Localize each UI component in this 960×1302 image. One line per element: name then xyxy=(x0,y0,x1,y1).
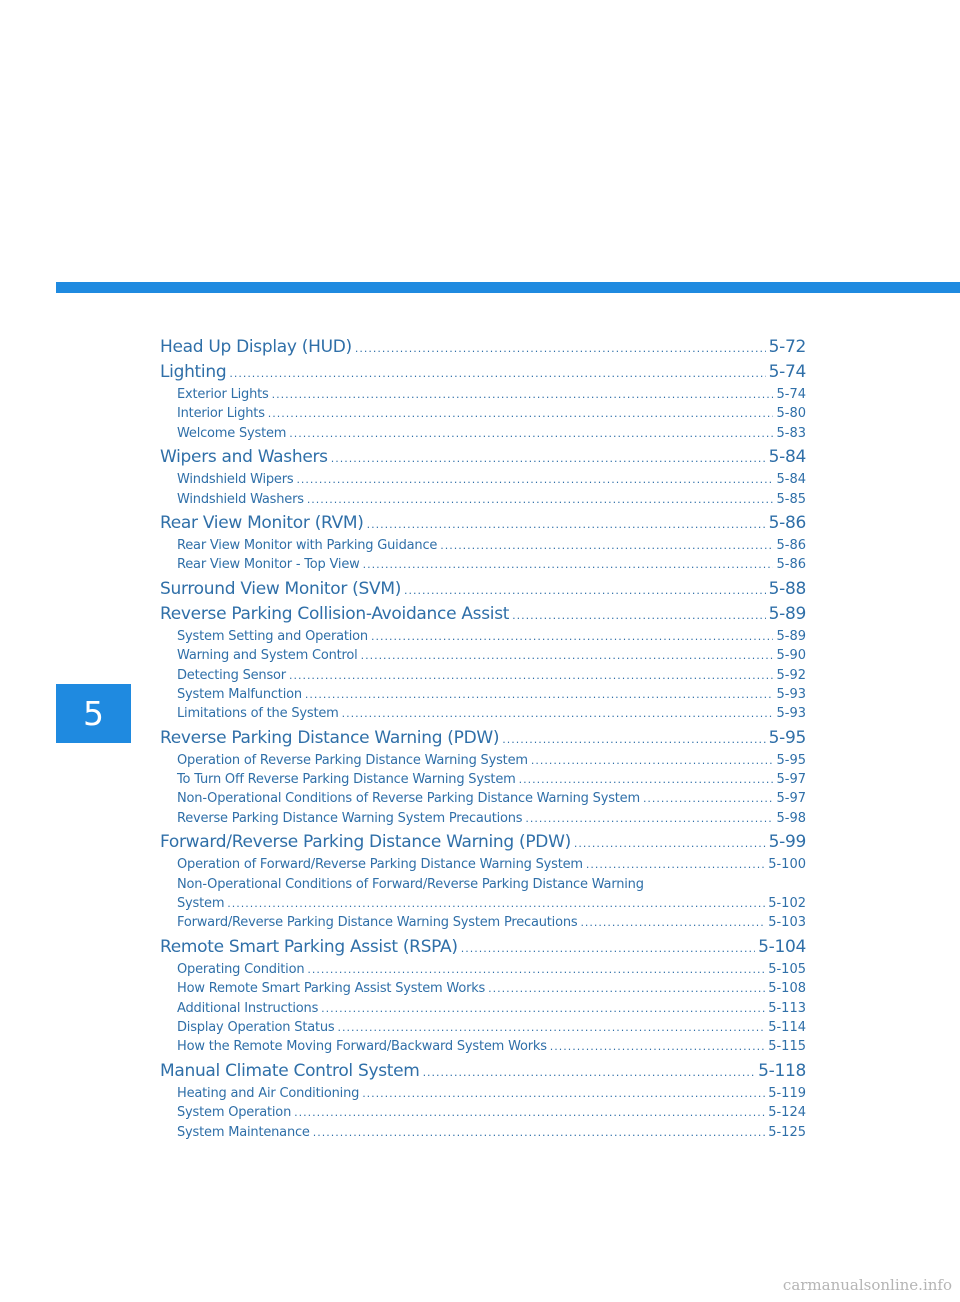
leader-dots xyxy=(361,650,774,661)
leader-dots xyxy=(289,428,773,439)
toc-page: 5-84 xyxy=(776,472,806,488)
toc-title: Reverse Parking Collision-Avoidance Assist xyxy=(160,603,510,624)
table-of-contents xyxy=(160,335,806,1142)
toc-title: To Turn Off Reverse Parking Distance Warning System xyxy=(177,772,516,788)
toc-entry[interactable] xyxy=(160,809,806,828)
toc-page: 5-85 xyxy=(776,491,806,507)
toc-page: 5-125 xyxy=(768,1124,806,1140)
toc-title: System Setting and Operation xyxy=(177,628,368,644)
toc-page: 5-108 xyxy=(768,981,806,997)
toc-section-pdw[interactable] xyxy=(160,726,806,751)
toc-page: 5-103 xyxy=(768,915,806,931)
toc-title: Windshield Wipers xyxy=(177,472,294,488)
toc-section-rpca[interactable] xyxy=(160,602,806,627)
leader-dots xyxy=(321,1003,765,1014)
toc-title: How Remote Smart Parking Assist System Works xyxy=(177,981,486,997)
toc-entry[interactable] xyxy=(160,913,806,932)
toc-entry[interactable] xyxy=(160,979,806,998)
toc-entry[interactable] xyxy=(160,789,806,808)
toc-entry-wrapped-line[interactable]: Non-Operational Conditions of Forward/Reverse Parking Distance Warning xyxy=(177,876,644,892)
toc-title: Forward/Reverse Parking Distance Warning (PDW) xyxy=(160,832,571,853)
toc-page: 5-80 xyxy=(776,406,806,422)
leader-dots xyxy=(404,585,766,596)
toc-section-hud[interactable] xyxy=(160,335,806,360)
leader-dots xyxy=(296,474,773,485)
leader-dots xyxy=(574,838,766,849)
leader-dots xyxy=(461,943,755,954)
leader-dots xyxy=(229,368,765,379)
toc-section-lighting[interactable] xyxy=(160,360,806,385)
toc-section-rvm[interactable] xyxy=(160,511,806,536)
toc-title: Windshield Washers xyxy=(177,491,304,507)
toc-page: 5-93 xyxy=(776,686,806,702)
toc-entry[interactable] xyxy=(160,470,806,489)
toc-title: Detecting Sensor xyxy=(177,667,286,683)
toc-page: 5-72 xyxy=(768,337,806,357)
toc-entry[interactable] xyxy=(160,1084,806,1103)
toc-page: 5-90 xyxy=(776,648,806,664)
toc-title: System Maintenance xyxy=(177,1124,310,1140)
leader-dots xyxy=(289,670,774,681)
toc-title: Limitations of the System xyxy=(177,706,339,722)
toc-title: Interior Lights xyxy=(177,406,265,422)
toc-entry[interactable] xyxy=(160,704,806,723)
toc-page: 5-102 xyxy=(768,896,806,912)
toc-section-rspa[interactable] xyxy=(160,935,806,960)
toc-title: Exterior Lights xyxy=(177,387,269,402)
toc-title: Reverse Parking Distance Warning (PDW) xyxy=(160,727,500,748)
toc-page: 5-124 xyxy=(768,1105,806,1121)
toc-title: Heating and Air Conditioning xyxy=(177,1085,360,1101)
leader-dots xyxy=(580,917,765,928)
leader-dots xyxy=(586,859,765,870)
leader-dots xyxy=(550,1041,765,1052)
toc-title: Lighting xyxy=(160,362,227,382)
toc-section-climate[interactable] xyxy=(160,1059,806,1084)
toc-page: 5-92 xyxy=(776,667,806,683)
toc-title: Rear View Monitor with Parking Guidance xyxy=(177,537,438,553)
toc-entry[interactable] xyxy=(160,666,806,685)
toc-page: 5-113 xyxy=(768,1000,806,1016)
toc-page: 5-86 xyxy=(776,557,806,573)
leader-dots xyxy=(313,1127,765,1138)
leader-dots xyxy=(423,1067,756,1078)
toc-entry[interactable] xyxy=(160,385,806,404)
toc-page: 5-74 xyxy=(768,362,806,382)
leader-dots xyxy=(305,689,774,700)
leader-dots xyxy=(371,631,774,642)
toc-title: Additional Instructions xyxy=(177,1000,319,1016)
leader-dots xyxy=(355,343,766,354)
leader-dots xyxy=(294,1107,765,1118)
leader-dots xyxy=(268,408,774,419)
toc-page: 5-97 xyxy=(776,772,806,788)
toc-entry[interactable] xyxy=(160,751,806,770)
toc-entry[interactable] xyxy=(160,536,806,555)
toc-entry[interactable] xyxy=(160,685,806,704)
toc-title: Wipers and Washers xyxy=(160,447,328,468)
toc-title: Rear View Monitor (RVM) xyxy=(160,512,364,533)
toc-entry[interactable] xyxy=(160,404,806,423)
toc-page: 5-98 xyxy=(776,810,806,826)
toc-entry[interactable] xyxy=(160,555,806,574)
toc-page: 5-83 xyxy=(776,425,806,441)
toc-title: Display Operation Status xyxy=(177,1019,335,1035)
toc-page: 5-74 xyxy=(776,387,806,402)
leader-dots xyxy=(272,389,774,400)
toc-entry[interactable] xyxy=(160,894,806,913)
toc-title: Manual Climate Control System xyxy=(160,1060,420,1081)
toc-page: 5-105 xyxy=(768,961,806,977)
watermark: carmanualsonline.info xyxy=(782,1276,952,1294)
toc-entry[interactable] xyxy=(160,627,806,646)
toc-entry[interactable] xyxy=(160,1123,806,1142)
toc-page: 5-95 xyxy=(768,727,806,748)
toc-entry[interactable] xyxy=(160,960,806,979)
toc-page: 5-89 xyxy=(776,628,806,644)
toc-entry[interactable] xyxy=(160,999,806,1018)
leader-dots xyxy=(519,774,774,785)
toc-entry[interactable] xyxy=(160,770,806,789)
toc-page: 5-118 xyxy=(758,1060,806,1081)
toc-section-forward-reverse-pdw[interactable] xyxy=(160,830,806,855)
leader-dots xyxy=(227,898,765,909)
toc-title: Non-Operational Conditions of Reverse Parking Distance Warning System xyxy=(177,791,640,807)
leader-dots xyxy=(367,519,766,530)
toc-title: How the Remote Moving Forward/Backward System Works xyxy=(177,1039,547,1055)
toc-page: 5-100 xyxy=(768,857,806,873)
leader-dots xyxy=(338,1022,766,1033)
toc-title: Surround View Monitor (SVM) xyxy=(160,578,402,599)
toc-section-wipers[interactable] xyxy=(160,445,806,470)
leader-dots xyxy=(307,964,765,975)
leader-dots xyxy=(362,1088,765,1099)
toc-page: 5-93 xyxy=(776,706,806,722)
toc-title: System Operation xyxy=(177,1105,292,1121)
toc-page: 5-86 xyxy=(768,512,806,533)
leader-dots xyxy=(488,983,765,994)
leader-dots xyxy=(440,540,773,551)
toc-title: Forward/Reverse Parking Distance Warning System Precautions xyxy=(177,915,578,931)
toc-page: 5-99 xyxy=(768,832,806,853)
leader-dots xyxy=(502,734,765,745)
toc-title: Head Up Display (HUD) xyxy=(160,337,352,357)
toc-title: Operation of Forward/Reverse Parking Distance Warning System xyxy=(177,857,583,873)
leader-dots xyxy=(307,494,774,505)
leader-dots xyxy=(525,813,773,824)
toc-title: Operating Condition xyxy=(177,961,305,977)
toc-page: 5-95 xyxy=(776,752,806,768)
toc-page: 5-114 xyxy=(768,1019,806,1035)
toc-page: 5-89 xyxy=(768,603,806,624)
leader-dots xyxy=(643,793,774,804)
toc-page: 5-86 xyxy=(776,537,806,553)
toc-title: Remote Smart Parking Assist (RSPA) xyxy=(160,936,458,957)
toc-section-svm[interactable] xyxy=(160,577,806,602)
toc-title: Warning and System Control xyxy=(177,648,358,664)
chapter-tab: 5 xyxy=(56,684,131,743)
toc-entry[interactable] xyxy=(160,1103,806,1122)
toc-page: 5-104 xyxy=(758,936,806,957)
toc-title: Reverse Parking Distance Warning System Precautions xyxy=(177,810,523,826)
toc-page: 5-115 xyxy=(768,1039,806,1055)
toc-title: Welcome System xyxy=(177,425,287,441)
toc-page: 5-119 xyxy=(768,1085,806,1101)
leader-dots xyxy=(363,559,774,570)
leader-dots xyxy=(531,755,774,766)
toc-entry[interactable] xyxy=(160,490,806,509)
toc-title: Operation of Reverse Parking Distance Warning System xyxy=(177,752,528,768)
toc-entry[interactable] xyxy=(160,646,806,665)
toc-entry[interactable] xyxy=(160,1037,806,1056)
toc-entry[interactable] xyxy=(160,1018,806,1037)
toc-page: 5-84 xyxy=(768,447,806,468)
toc-page: 5-97 xyxy=(776,791,806,807)
chapter-header-band xyxy=(56,282,960,293)
toc-entry[interactable] xyxy=(160,855,806,874)
toc-entry[interactable] xyxy=(160,424,806,443)
leader-dots xyxy=(331,453,766,464)
leader-dots xyxy=(342,708,774,719)
toc-title: System Malfunction xyxy=(177,686,302,702)
toc-title: System xyxy=(177,896,225,912)
toc-title: Rear View Monitor - Top View xyxy=(177,557,360,573)
toc-page: 5-88 xyxy=(768,578,806,599)
leader-dots xyxy=(512,610,765,621)
